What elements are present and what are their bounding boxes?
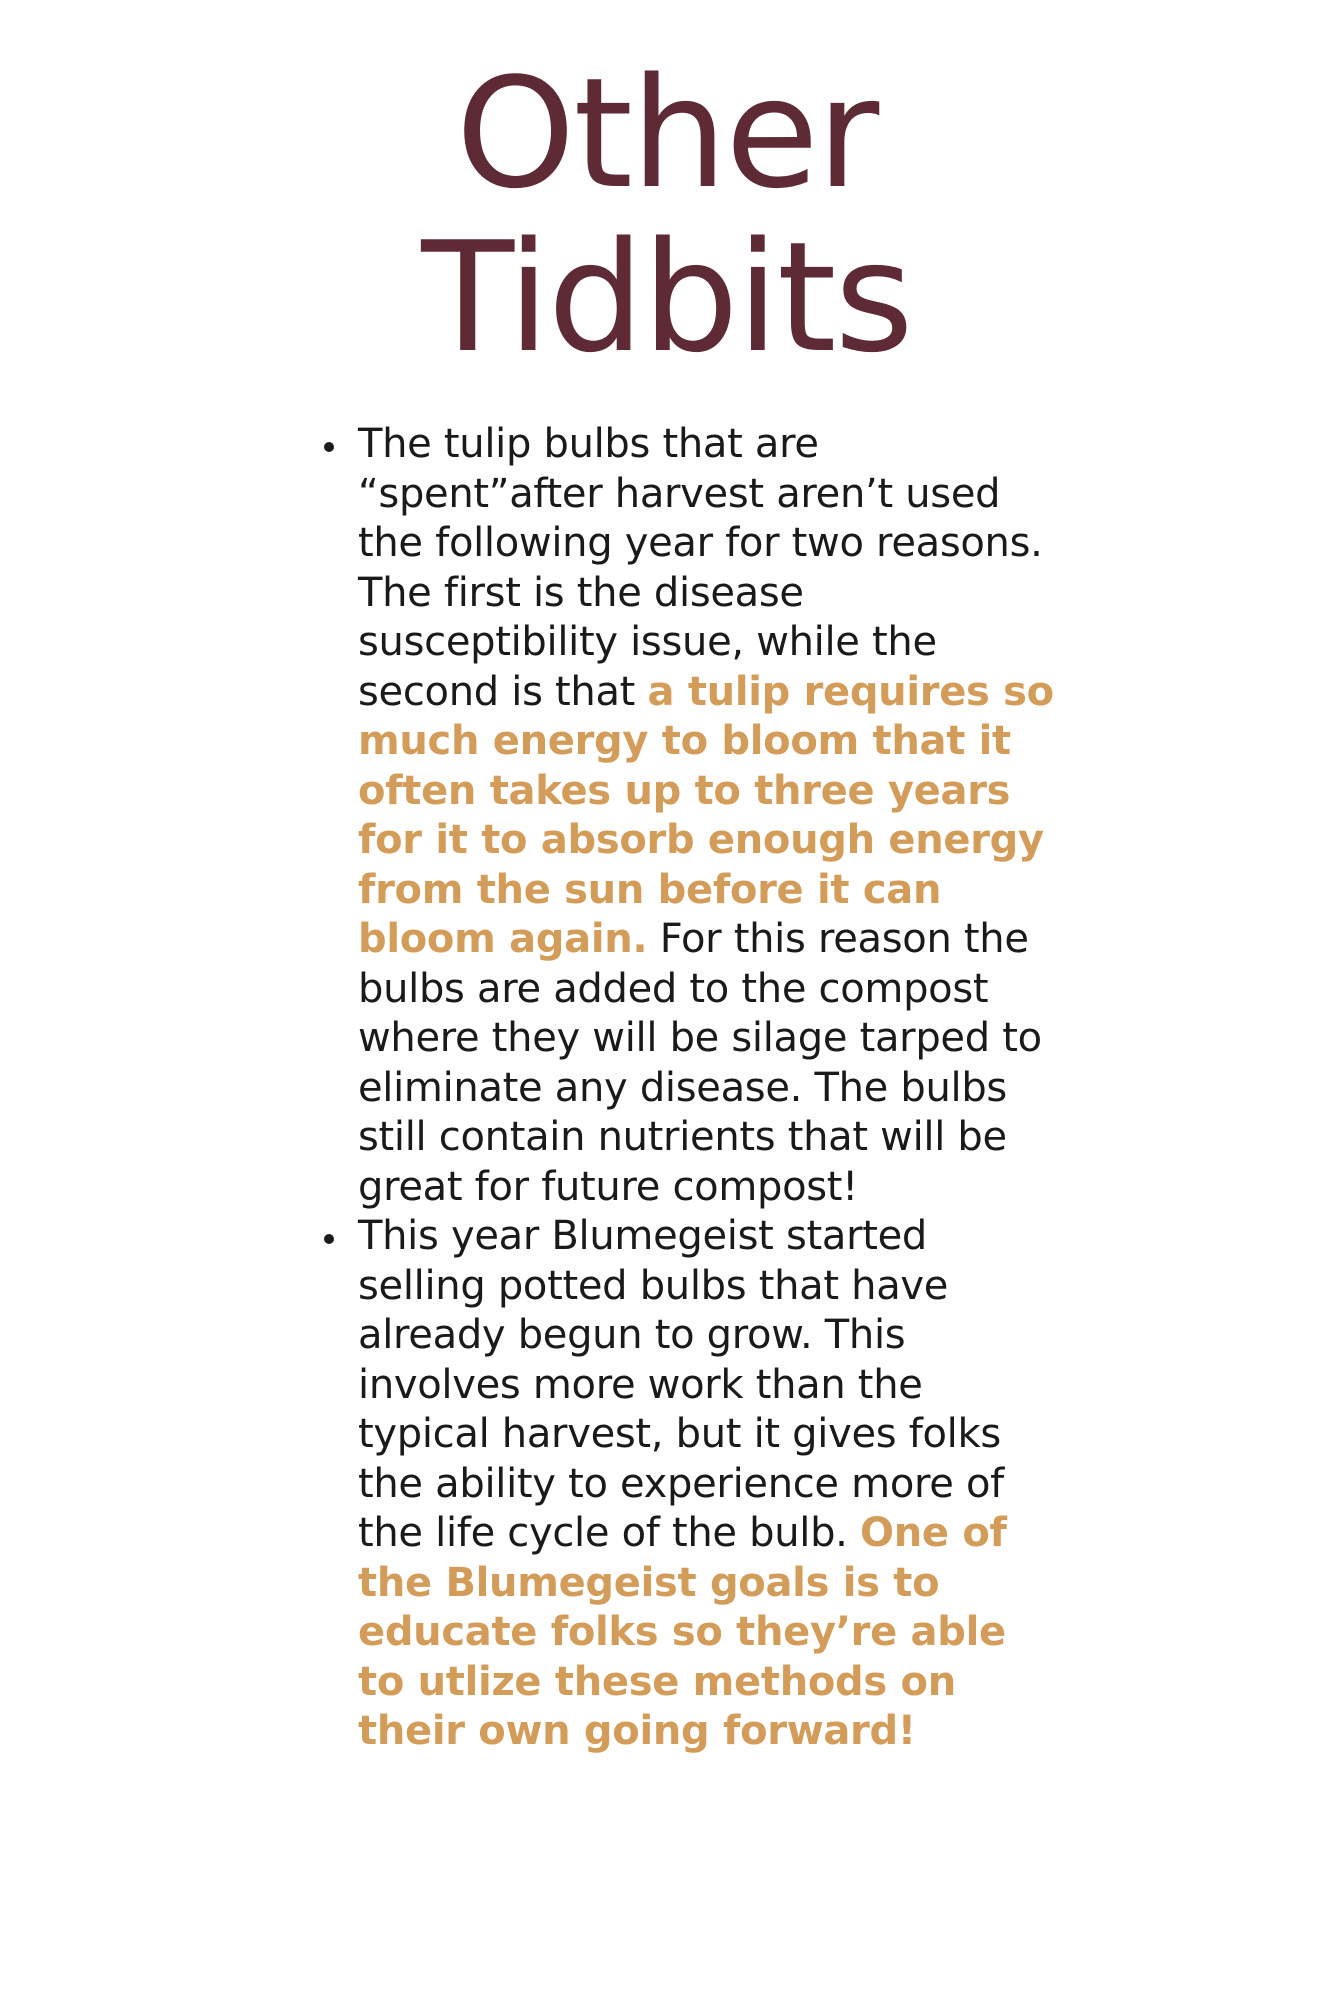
bullet-text-after: For this reason the bulbs are added to the compost where they will be silage tarped to eliminate any disease. The bulbs still contain nutrients that will be great for future compost! bbox=[358, 916, 1042, 1210]
tidbits-list bbox=[318, 420, 1058, 1757]
title-line-1: Other bbox=[455, 45, 878, 222]
bullet-text: This year Blumegeist started selling potted bulbs that have already begun to grow. This involves more work than the typical harvest, but it gives folks the ability to experience more of the life cycle of the bulb. bbox=[358, 1213, 1004, 1556]
bullet-icon bbox=[324, 1234, 334, 1244]
page-title bbox=[0, 45, 1333, 386]
list-item bbox=[318, 1212, 1058, 1757]
bullet-highlight: a tulip requires so much energy to bloom that it often takes up to three years for it to absorb enough energy from the sun before it can bloom again. bbox=[358, 668, 1054, 962]
list-item bbox=[318, 420, 1058, 1212]
title-line-2: Tidbits bbox=[421, 209, 912, 386]
bullet-highlight: One of the Blumegeist goals is to educate folks so they’re able to utlize these methods on their own going forward! bbox=[358, 1510, 1007, 1754]
bullet-icon bbox=[324, 442, 334, 452]
bullet-text: The tulip bulbs that are “spent”after harvest aren’t used the following year for two reasons. The first is the disease susceptibility issue, while the second is that bbox=[358, 421, 1043, 715]
